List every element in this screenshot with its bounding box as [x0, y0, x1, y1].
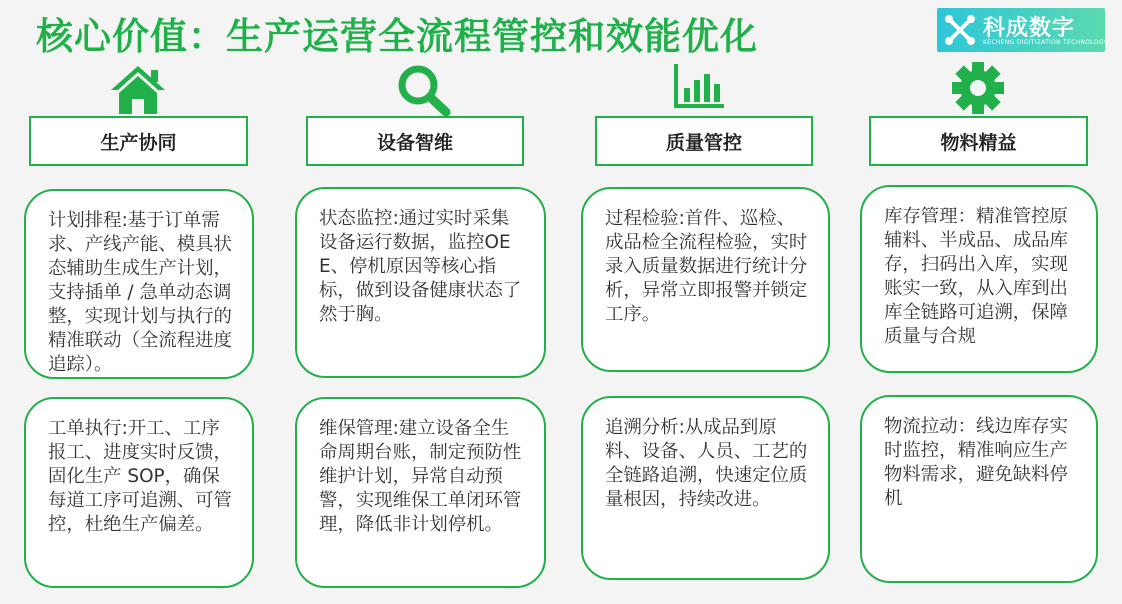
header-equipment-maintenance: 设备智维 — [306, 116, 524, 166]
logo-name: 科成数字 — [983, 16, 1076, 41]
card-maintenance-management: 维保管理:建立设备全生命周期台账，制定预防性维护计划，异常自动预警，实现维保工单闭环管理，降低非计划停机。 — [295, 397, 546, 588]
home-icon — [108, 62, 168, 118]
card-logistics-pull: 物流拉动：线边库存实时监控，精准响应生产物料需求，避免缺料停机 — [860, 395, 1098, 583]
card-inventory-management: 库存管理：精准管控原辅料、半成品、成品库存，扫码出入库，实现账实一致，从入库到出库全链路可追溯，保障质量与合规 — [860, 185, 1098, 373]
gear-icon — [948, 60, 1008, 116]
company-logo — [937, 8, 1108, 52]
card-work-order-execution: 工单执行:开工、工序报工、进度实时反馈，固化生产 SOP，确保每道工序可追溯、可管控，杜绝生产偏差。 — [24, 397, 254, 588]
card-traceability-analysis: 追溯分析:从成品到原料、设备、人员、工艺的全链路追溯，快速定位质量根因，持续改进。 — [581, 396, 830, 580]
header-material-lean: 物料精益 — [869, 116, 1088, 166]
bar-chart-icon — [668, 60, 728, 116]
card-status-monitoring: 状态监控:通过实时采集设备运行数据，监控OEE、停机原因等核心指标，做到设备健康状态了然于胸。 — [295, 187, 546, 378]
page-title: 核心价值：生产运营全流程管控和效能优化 — [36, 15, 758, 58]
logo-subtitle: KECHENG DIGITIZATION TECHNOLOGY — [983, 39, 1108, 46]
header-production-collaboration: 生产协同 — [29, 116, 248, 166]
card-production-planning: 计划排程:基于订单需求、产线产能、模具状态辅助生成生产计划，支持插单 / 急单动态调整，实现计划与执行的精准联动（全流程进度追踪）。 — [24, 189, 254, 379]
logo-mark-icon — [943, 13, 977, 47]
search-icon — [394, 62, 454, 118]
card-process-inspection: 过程检验:首件、巡检、成品检全流程检验，实时录入质量数据进行统计分析，异常立即报警并锁定工序。 — [581, 187, 830, 372]
header-quality-control: 质量管控 — [595, 116, 813, 166]
